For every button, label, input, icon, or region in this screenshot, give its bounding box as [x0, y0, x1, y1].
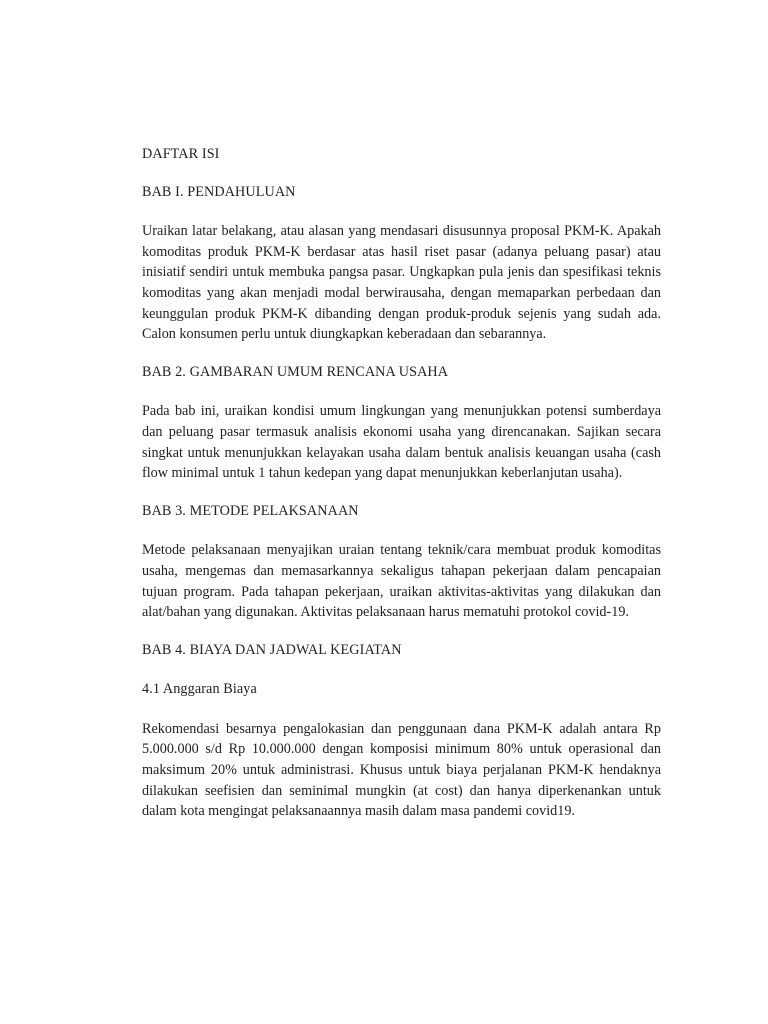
section-heading-bab-3: BAB 3. METODE PELAKSANAAN — [142, 502, 359, 519]
section-paragraph-bab-1: Uraikan latar belakang, atau alasan yang mendasari disusunnya proposal PKM-K. Apakah komoditas produk PKM-K berdasar atas hasil riset pasar (adanya peluang pasar) atau inisiatif sendiri untuk membuka pangsa pasar. Ungkapkan pula jenis dan spesifikasi teknis komoditas yang akan menjadi modal berwirausaha, dengan memaparkan perbedaan dan keunggulan produk PKM-K dibanding dengan produk-produk sejenis yang sudah ada. Calon konsumen perlu untuk diungkapkan keberadaan dan sebarannya. — [142, 223, 661, 343]
document-content — [142, 144, 661, 822]
section-heading-bab-2: BAB 2. GAMBARAN UMUM RENCANA USAHA — [142, 363, 449, 380]
subsection-heading-anggaran-biaya: 4.1 Anggaran Biaya — [142, 681, 257, 698]
subsection-paragraph-anggaran-biaya: Rekomendasi besarnya pengalokasian dan penggunaan dana PKM-K adalah antara Rp 5.000.000 s/d Rp 10.000.000 dengan komposisi minimum 80% untuk operasional dan maksimum 20% untuk administrasi. Khusus untuk biaya perjalanan PKM-K hendaknya dilakukan seefisien dan seminimal mungkin (at cost) dan hanya diperkenankan untuk dalam kota mengingat pelaksanaannya masih dalam masa pandemi covid19. — [142, 720, 661, 820]
document-title: DAFTAR ISI — [142, 146, 220, 162]
section-heading-bab-4: BAB 4. BIAYA DAN JADWAL KEGIATAN — [142, 641, 402, 658]
section-paragraph-bab-3: Metode pelaksanaan menyajikan uraian tentang teknik/cara membuat produk komoditas usaha, mengemas dan memasarkannya sekaligus tahapan pekerjaan dalam pencapaian tujuan program. Pada tahapan pekerjaan, uraikan aktivitas-aktivitas yang dilakukan dan alat/bahan yang digunakan. Aktivitas pelaksanaan harus mematuhi protokol covid-19. — [142, 542, 661, 621]
section-paragraph-bab-2: Pada bab ini, uraikan kondisi umum lingkungan yang menunjukkan potensi sumberdaya dan peluang pasar termasuk analisis ekonomi usaha yang direncanakan. Sajikan secara singkat untuk menunjukkan kelayakan usaha dalam bentuk analisis keuangan usaha (cash flow minimal untuk 1 tahun kedepan yang dapat menunjukkan keberlanjutan usaha). — [142, 403, 661, 482]
section-heading-bab-1: BAB I. PENDAHULUAN — [142, 183, 296, 200]
